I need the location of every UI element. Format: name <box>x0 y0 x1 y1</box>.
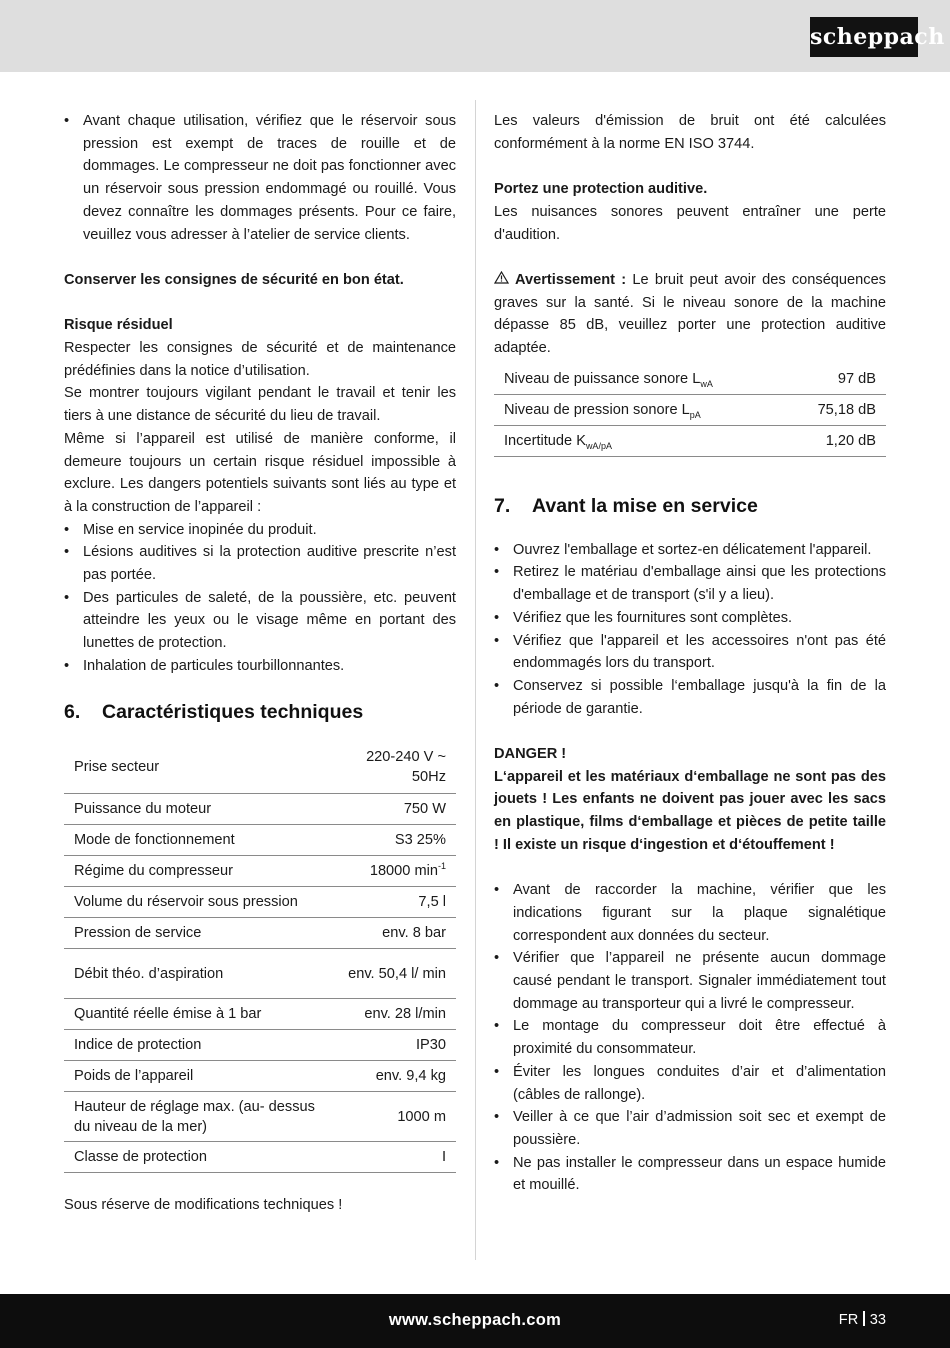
danger-text: L‘appareil et les matériaux d‘emballage ne sont pas des jouets ! Les enfants ne doivent pas jouer avec les sacs en plastique, films d‘emballage et pièces de petite taille ! Il existe un risque d‘ingestion et d‘étouffement ! <box>494 768 886 853</box>
spec-label: Poids de l’appareil <box>64 1061 336 1092</box>
spec-label: Quantité réelle émise à 1 bar <box>64 999 336 1030</box>
unpack-list <box>494 539 886 721</box>
noise-label-text: Incertitude K <box>504 432 586 449</box>
noise-value: 75,18 dB <box>786 394 886 425</box>
list-item: • Retirez le matériau d'emballage ainsi que les protections d'emballage et de transport (s'il y a lieu). <box>494 561 886 606</box>
spec-label: Indice de protection <box>64 1030 336 1061</box>
table-row <box>64 1142 456 1173</box>
residual-paragraph: Se montrer toujours vigilant pendant le travail et tenir les tiers à une distance de sécurité du lieu de travail. <box>64 385 456 425</box>
table-row <box>64 1061 456 1092</box>
table-row <box>64 949 456 999</box>
spec-value: S3 25% <box>336 825 456 856</box>
spec-value: 220-240 V ~ 50Hz <box>336 742 456 794</box>
spec-value: IP30 <box>336 1030 456 1061</box>
spec-label: Pression de service <box>64 918 336 949</box>
spec-value: 7,5 l <box>336 887 456 918</box>
warning-label: Avertissement : <box>515 271 627 288</box>
section-title: Avant la mise en service <box>532 494 758 517</box>
noise-label-text: Niveau de puissance sonore L <box>504 370 701 387</box>
spec-label: Classe de protection <box>64 1142 336 1173</box>
spec-label: Mode de fonctionnement <box>64 825 336 856</box>
noise-label <box>494 394 786 425</box>
noise-intro: Les valeurs d'émission de bruit ont été calculées conformément à la norme EN ISO 3744. <box>494 113 886 152</box>
spec-label: Puissance du moteur <box>64 794 336 825</box>
spec-value: env. 28 l/min <box>336 999 456 1030</box>
page-number: 33 <box>869 1312 886 1328</box>
noise-label <box>494 364 786 395</box>
residual-paragraph: Même si l’appareil est utilisé de manière conforme, il demeure toujours un certain risque résiduel impossible à exclure. Les dangers potentiels suivants sont liés au type et à la construction de l’appareil : <box>64 430 456 515</box>
language-code: FR <box>838 1312 859 1328</box>
noise-label-text: Niveau de pression sonore L <box>504 401 690 418</box>
spec-value: 750 W <box>336 794 456 825</box>
spec-label: Régime du compresseur <box>64 856 336 887</box>
spec-value-exponent: -1 <box>437 861 446 872</box>
noise-label <box>494 425 786 456</box>
table-row <box>64 887 456 918</box>
table-row <box>64 999 456 1030</box>
list-item: • Veiller à ce que l’air d’admission soit sec et exempt de poussière. <box>494 1106 886 1151</box>
list-item: • Avant de raccorder la machine, vérifier que les indications figurant sur la plaque signalétique correspondent aux données du secteur. <box>494 879 886 947</box>
section-7-heading <box>494 493 886 519</box>
residual-risk-heading: Risque résiduel <box>64 317 173 334</box>
list-item: • Vérifiez que les fournitures sont complètes. <box>494 607 886 630</box>
list-item: • Avant chaque utilisation, vérifiez que le réservoir sous pression est exempt de traces de rouille et de dommages. Le compresseur ne doit pas fonctionner avec un réservoir sous pression endommagé ou rouillé. Vous devez connaître les dommages présents. Pour ce faire, veuillez vous adresser à l’atelier de service clients. <box>64 110 456 246</box>
spec-value: env. 50,4 l/ min <box>336 949 456 999</box>
table-row <box>64 825 456 856</box>
spec-value: env. 9,4 kg <box>336 1061 456 1092</box>
noise-value: 97 dB <box>786 364 886 395</box>
spec-value <box>336 856 456 887</box>
table-row <box>64 794 456 825</box>
right-column <box>494 110 886 1197</box>
noise-label-sub: wA <box>700 378 713 389</box>
spec-value-text: 18000 min <box>369 863 438 880</box>
residual-risk-list <box>64 519 456 678</box>
technical-specs-table <box>64 742 456 1174</box>
header-bar <box>0 0 950 72</box>
warning-paragraph <box>494 269 886 360</box>
table-row <box>64 1030 456 1061</box>
list-item: • Conservez si possible l‘emballage jusqu'à la fin de la période de garantie. <box>494 675 886 720</box>
spec-label: Prise secteur <box>64 742 336 794</box>
table-row <box>494 425 886 456</box>
section-title: Caractéristiques techniques <box>102 700 364 723</box>
intro-list <box>64 110 456 246</box>
residual-paragraph: Respecter les consignes de sécurité et de maintenance prédéfinies dans la notice d’utilisation. <box>64 340 456 379</box>
list-item: • Ne pas installer le compresseur dans un espace humide et mouillé. <box>494 1152 886 1197</box>
spec-label: Hauteur de réglage max. (au- dessus du niveau de la mer) <box>64 1092 336 1142</box>
footer-bar <box>0 1294 950 1348</box>
page-indicator <box>839 1309 886 1332</box>
noise-label-sub: pA <box>689 409 701 420</box>
separator <box>863 1311 865 1326</box>
list-item: • Ouvrez l'emballage et sortez-en délicatement l'appareil. <box>494 539 886 562</box>
table-row <box>64 742 456 794</box>
list-item: • Éviter les longues conduites d’air et d’alimentation (câbles de rallonge). <box>494 1061 886 1106</box>
spec-value: env. 8 bar <box>336 918 456 949</box>
list-item: • Vérifiez que l'appareil et les accessoires n'ont pas été endommagés lors du transport. <box>494 630 886 675</box>
list-item: • Le montage du compresseur doit être effectué à proximité du consommateur. <box>494 1015 886 1060</box>
keep-safety-heading: Conserver les consignes de sécurité en bon état. <box>64 271 404 288</box>
reserve-note: Sous réserve de modifications techniques ! <box>64 1197 343 1214</box>
spec-value: 1000 m <box>336 1092 456 1142</box>
table-row <box>64 856 456 887</box>
spec-label: Volume du réservoir sous pression <box>64 887 336 918</box>
section-number: 6. <box>64 700 81 723</box>
table-row <box>64 918 456 949</box>
left-column <box>64 110 456 1217</box>
table-row <box>494 394 886 425</box>
noise-label-sub: wA/pA <box>585 440 612 451</box>
column-divider <box>475 100 476 1260</box>
section-number: 7. <box>494 494 511 517</box>
list-item: • Des particules de saleté, de la poussière, etc. peuvent atteindre les yeux ou le visage même en portant des lunettes de protection. <box>64 587 456 655</box>
website-link[interactable]: www.scheppach.com <box>388 1311 562 1329</box>
list-item: • Inhalation de particules tourbillonnantes. <box>64 655 456 678</box>
list-item: • Vérifier que l’appareil ne présente aucun dommage causé pendant le transport. Signaler immédiatement tout dommage au transporteur qui a livré le compresseur. <box>494 947 886 1015</box>
noise-table <box>494 364 886 457</box>
noise-value: 1,20 dB <box>786 425 886 456</box>
list-item: • Mise en service inopinée du produit. <box>64 519 456 542</box>
table-row <box>494 364 886 395</box>
brand-logo: scheppach <box>810 17 918 57</box>
installation-list <box>494 879 886 1197</box>
warning-triangle-icon <box>494 269 509 292</box>
spec-label: Débit théo. d’aspiration <box>64 949 336 999</box>
hearing-protection-text: Les nuisances sonores peuvent entraîner une perte d'audition. <box>494 203 886 243</box>
table-row <box>64 1092 456 1142</box>
list-item: • Lésions auditives si la protection auditive prescrite n’est pas portée. <box>64 541 456 586</box>
spec-value: I <box>336 1142 456 1173</box>
danger-heading: DANGER ! <box>494 746 567 763</box>
warning-text: Le bruit peut avoir des conséquences graves sur la santé. Si le niveau sonore de la machine dépasse 85 dB, veuillez porter une protection auditive adaptée. <box>494 271 886 356</box>
hearing-protection-heading: Portez une protection auditive. <box>494 181 708 198</box>
section-6-heading <box>64 699 456 725</box>
